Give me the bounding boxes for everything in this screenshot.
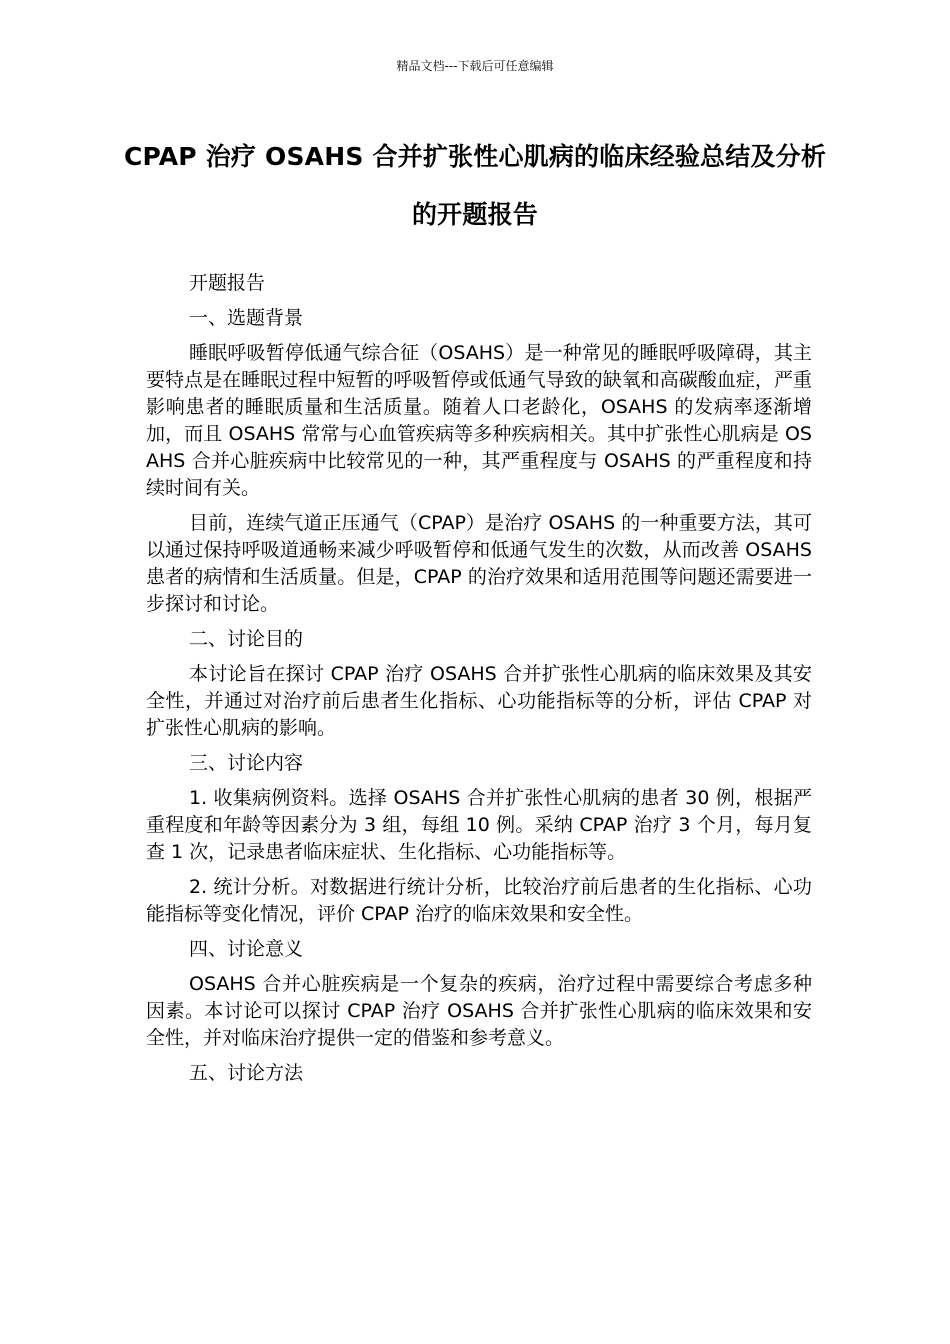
- paragraph-purpose: 本讨论旨在探讨 CPAP 治疗 OSAHS 合并扩张性心肌病的临床效果及其安全性，并通过对治疗前后患者生化指标、心功能指标等的分析，评估 CPAP 对扩张性心肌病的影响。: [146, 663, 812, 739]
- paragraph-background-1: 睡眠呼吸暂停低通气综合征（OSAHS）是一种常见的睡眠呼吸障碍，其主要特点是在睡眠过程中短暂的呼吸暂停或低通气导致的缺氧和高碳酸血症，严重影响患者的睡眠质量和生活质量。随着人口老龄化，OSAHS 的发病率逐渐增加，而且 OSAHS 常常与心血管疾病等多种疾病相关。其中扩张性心肌病是 OSAHS 合并心脏疾病中比较常见的一种，其严重程度与 OSAHS 的严重程度和持续时间有关。: [146, 342, 812, 499]
- section-heading-purpose: 二、讨论目的: [189, 628, 304, 650]
- section-heading-method: 五、讨论方法: [189, 1062, 304, 1084]
- section-heading-background: 一、选题背景: [189, 307, 304, 329]
- paragraph-background-2: 目前，连续气道正压通气（CPAP）是治疗 OSAHS 的一种重要方法，其可以通过保持呼吸道通畅来减少呼吸暂停和低通气发生的次数，从而改善 OSAHS 患者的病情和生活质量。但是，CPAP 的治疗效果和适用范围等问题还需要进一步探讨和讨论。: [146, 512, 812, 615]
- paragraph-content-1: 1. 收集病例资料。选择 OSAHS 合并扩张性心肌病的患者 30 例，根据严重程度和年龄等因素分为 3 组，每组 10 例。采纳 CPAP 治疗 3 个月，每月复查 1 次，记录患者临床症状、生化指标、心功能指标等。: [146, 787, 812, 863]
- document-body: [146, 270, 812, 1095]
- page-header: 精品文档---下载后可任意编辑: [396, 59, 554, 73]
- paragraph-significance: OSAHS 合并心脏疾病是一个复杂的疾病，治疗过程中需要综合考虑多种因素。本讨论可以探讨 CPAP 治疗 OSAHS 合并扩张性心肌病的临床效果和安全性，并对临床治疗提供一定的借鉴和参考意义。: [146, 973, 812, 1049]
- document-title: CPAP 治疗 OSAHS 合并扩张性心肌病的临床经验总结及分析的开题报告: [123, 142, 827, 229]
- section-heading-significance: 四、讨论意义: [189, 938, 304, 960]
- paragraph-content-2: 2. 统计分析。对数据进行统计分析，比较治疗前后患者的生化指标、心功能指标等变化情况，评价 CPAP 治疗的临床效果和安全性。: [146, 876, 812, 925]
- report-label: 开题报告: [189, 272, 266, 294]
- section-heading-content: 三、讨论内容: [189, 752, 304, 774]
